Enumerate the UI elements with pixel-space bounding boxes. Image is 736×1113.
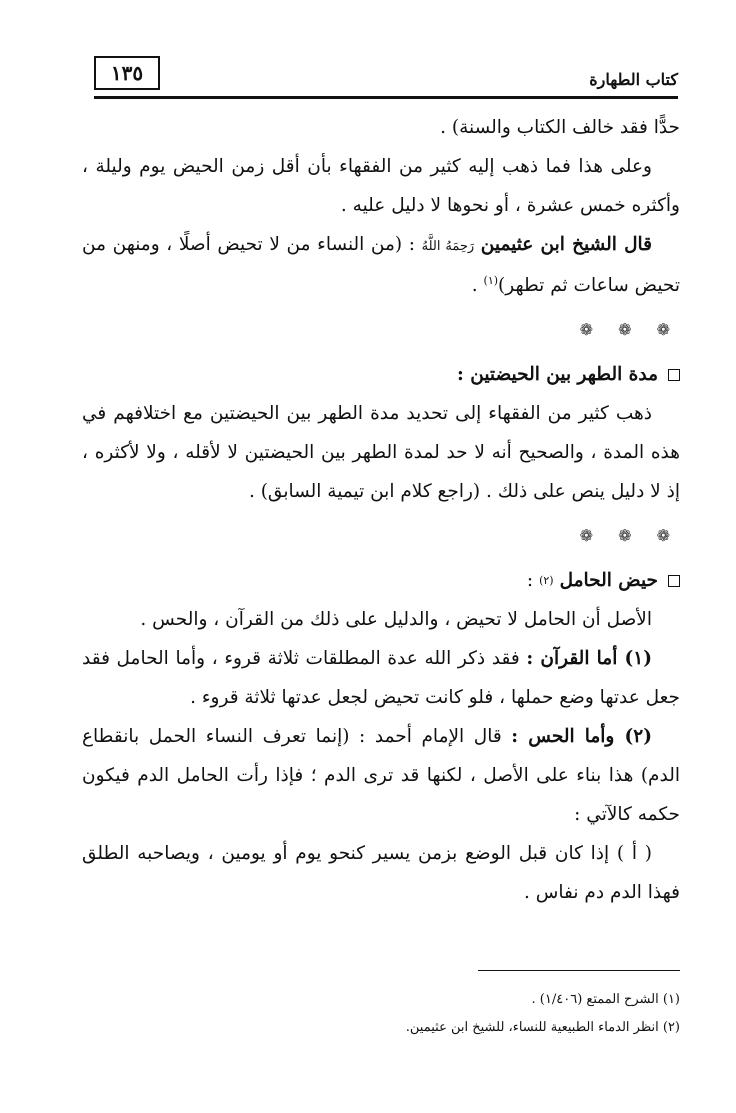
sheikh-name: قال الشيخ ابن عثيمين	[480, 234, 652, 255]
footnote-divider	[478, 970, 680, 971]
body-text	[82, 108, 680, 912]
footnote-1: (١) الشرح الممتع (١/٤٠٦) .	[531, 992, 680, 1007]
quote-text: : (من النساء من لا تحيض أصلًا ، ومنهن من تحيض ساعات ثم تطهر)	[82, 234, 680, 296]
paragraph-5: الأصل أن الحامل لا تحيض ، والدليل على ذلك من القرآن ، والحس .	[140, 609, 652, 630]
paragraph-3-end: .	[471, 275, 484, 296]
heading-bullet-icon	[668, 369, 680, 381]
heading-colon: :	[526, 570, 534, 591]
paragraph-7	[82, 717, 680, 834]
paragraph-4: ذهب كثير من الفقهاء إلى تحديد مدة الطهر بين الحيضتين مع اختلافهم في هذه المدة ، والصحيح أنه لا حد لمدة الطهر بين الحيضتين لا لأقله ، ولا لأكثره ، إذ لا دليل ينص على ذلك . (راجع كلام ابن تيمية السابق) .	[82, 403, 680, 502]
point-2-label: (٢) وأما الحس :	[511, 726, 652, 747]
point-1-text: فقد ذكر الله عدة المطلقات ثلاثة قروء ، وأما الحامل فقد جعل عدتها وضع حملها ، فلو كانت تحيض لجعل عدتها ثلاثة قروء .	[82, 648, 680, 708]
point-1-label: (١) أما القرآن :	[526, 648, 652, 669]
heading-text: حيض الحامل	[559, 570, 658, 591]
point-2-text: قال الإمام أحمد : (إنما تعرف النساء الحمل بانقطاع الدم) هذا بناء على الأصل ، لكنها قد ترى الدم ؛ فإذا رأت الحامل الدم فيكون حكمه كالآتي :	[82, 726, 680, 825]
heading-bullet-icon	[668, 575, 680, 587]
honorific: رَحِمَهُ اللَّهُ	[421, 239, 475, 254]
paragraph-3	[82, 225, 680, 305]
page-number: ١٣٥	[94, 56, 160, 90]
paragraph-8: ( أ ) إذا كان قبل الوضع بزمن يسير كنحو يوم أو يومين ، ويصاحبه الطلق فهذا الدم دم نفاس .	[82, 843, 680, 903]
paragraph-6	[82, 639, 680, 717]
page-header	[94, 56, 678, 100]
heading-text: مدة الطهر بين الحيضتين :	[457, 364, 658, 385]
footnote-2: (٢) انظر الدماء الطبيعية للنساء، للشيخ ابن عثيمين.	[405, 1020, 680, 1035]
header-divider	[94, 96, 678, 99]
running-title: كتاب الطهارة	[589, 70, 678, 89]
section-heading-purity-period	[82, 355, 680, 394]
section-ornament: ❁ ❁ ❁	[579, 320, 680, 339]
paragraph-1: حدًّا فقد خالف الكتاب والسنة) .	[440, 117, 680, 138]
footnote-ref-1[interactable]: (١)	[483, 273, 499, 287]
section-ornament-2: ❁ ❁ ❁	[579, 526, 680, 545]
footnotes	[82, 986, 680, 1042]
section-heading-pregnant-menses: حيض الحامل (٢) :	[82, 561, 680, 600]
paragraph-2: وعلى هذا فما ذهب إليه كثير من الفقهاء بأن أقل زمن الحيض يوم وليلة ، وأكثره خمس عشرة ، أو نحوها لا دليل عليه .	[82, 156, 680, 216]
